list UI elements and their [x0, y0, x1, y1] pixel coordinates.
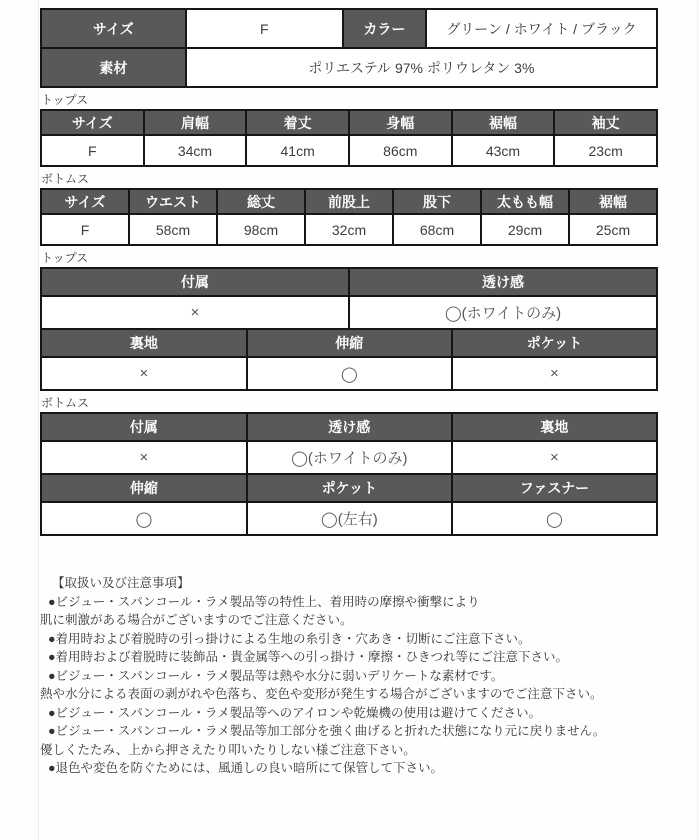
bottoms-features-table-upper [40, 412, 658, 475]
summary-row-size-color [41, 9, 657, 48]
feature-header: 伸縮 [247, 329, 452, 357]
column-header: 裾幅 [569, 189, 657, 214]
feature-value: ◯ [41, 502, 247, 535]
care-note-line: 肌に刺激がある場合がございますのでご注意ください。 [40, 613, 353, 627]
feature-value: ◯(ホワイトのみ) [247, 441, 452, 474]
measurement-value: 34cm [144, 135, 247, 166]
measurement-value: 25cm [569, 214, 657, 245]
tops-features-value-row-1 [41, 296, 657, 329]
tops-features-table-upper [40, 267, 658, 330]
measurement-value: 98cm [217, 214, 305, 245]
column-header: 総丈 [217, 189, 305, 214]
care-notes [40, 574, 658, 778]
feature-header: ファスナー [452, 474, 657, 502]
care-note-line: ●退色や変色を防ぐためには、風通しの良い暗所にて保管して下さい。 [48, 761, 444, 775]
summary-row-material [41, 48, 657, 87]
column-header: 前股上 [305, 189, 393, 214]
column-header: 着丈 [246, 110, 349, 135]
feature-header: 裏地 [452, 413, 657, 441]
feature-header: 付属 [41, 268, 349, 296]
care-note-line: ●ビジュー・スパンコール・ラメ製品等の特性上、着用時の摩擦や衝撃により [48, 594, 480, 609]
right-column-divider [697, 0, 698, 840]
feature-value: ◯(ホワイトのみ) [349, 296, 657, 329]
feature-value: × [41, 441, 247, 474]
material-value: ポリエステル 97% ポリウレタン 3% [186, 48, 657, 87]
bottoms-features-table-lower [40, 473, 658, 536]
tops-measurements-value-row [41, 135, 657, 166]
feature-header: 裏地 [41, 329, 247, 357]
feature-header: ポケット [452, 329, 657, 357]
bottoms-features-header-row-2 [41, 474, 657, 502]
color-label: カラー [343, 9, 426, 48]
feature-header: 透け感 [349, 268, 657, 296]
column-header: 袖丈 [554, 110, 657, 135]
bottoms-measurements-header-row [41, 189, 657, 214]
measurement-value: 58cm [129, 214, 217, 245]
bottoms-features-value-row-1 [41, 441, 657, 474]
feature-header: 伸縮 [41, 474, 247, 502]
column-header: 身幅 [349, 110, 452, 135]
feature-header: 付属 [41, 413, 247, 441]
tops-measurements-table [40, 109, 658, 167]
column-header: サイズ [41, 110, 144, 135]
summary-table [40, 8, 658, 88]
care-note-line: ●ビジュー・スパンコール・ラメ製品等加工部分を強く曲げると折れた状態になり元に戻りません。 [48, 724, 606, 738]
tops-features-table-lower [40, 328, 658, 391]
measurement-value: 68cm [393, 214, 481, 245]
feature-value: × [452, 441, 657, 474]
bottoms-features-header-row-1 [41, 413, 657, 441]
section-label-bottoms-features: ボトムス [41, 396, 90, 410]
care-note-line: ●着用時および着脱時の引っ掛けによる生地の糸引き・穴あき・切断にご注意下さい。 [48, 631, 531, 646]
bottoms-measurements-table [40, 188, 658, 246]
measurement-value: 23cm [554, 135, 657, 166]
column-header: 裾幅 [452, 110, 555, 135]
tops-features-value-row-2 [41, 357, 657, 390]
size-label: サイズ [41, 9, 186, 48]
section-label-bottoms-measurements: ボトムス [41, 172, 90, 186]
tops-features-header-row-2 [41, 329, 657, 357]
care-note-line: ●着用時および着脱時に装飾品・貴金属等への引っ掛け・摩擦・ひきつれ等にご注意下さい。 [48, 650, 569, 664]
care-note-line: ●ビジュー・スパンコール・ラメ製品等は熱や水分に弱いデリケートな素材です。 [48, 668, 504, 683]
column-header: ウエスト [129, 189, 217, 214]
tops-features-header-row-1 [41, 268, 657, 296]
tops-measurements-header-row [41, 110, 657, 135]
bottoms-features-value-row-2 [41, 502, 657, 535]
care-notes-title: 【取扱い及び注意事項】 [52, 576, 190, 590]
measurement-value: F [41, 135, 144, 166]
care-note-line: 熱や水分による表面の剥がれや色落ち、変色や変形が発生する場合がございますのでご注意下さい。 [40, 687, 603, 701]
feature-value: ◯(左右) [247, 502, 452, 535]
feature-value: × [41, 357, 247, 390]
measurement-value: F [41, 214, 129, 245]
column-header: 肩幅 [144, 110, 247, 135]
bottoms-measurements-value-row [41, 214, 657, 245]
size-value: F [186, 9, 343, 48]
color-value: グリーン / ホワイト / ブラック [426, 9, 657, 48]
feature-value: × [41, 296, 349, 329]
spec-content [40, 8, 658, 778]
measurement-value: 43cm [452, 135, 555, 166]
column-header: 太もも幅 [481, 189, 569, 214]
measurement-value: 41cm [246, 135, 349, 166]
feature-value: ◯ [247, 357, 452, 390]
care-note-line: 優しくたたみ、上から押さえたり叩いたりしない様ご注意下さい。 [40, 742, 416, 757]
column-header: サイズ [41, 189, 129, 214]
measurement-value: 86cm [349, 135, 452, 166]
measurement-value: 29cm [481, 214, 569, 245]
column-header: 股下 [393, 189, 481, 214]
feature-header: ポケット [247, 474, 452, 502]
section-label-tops-measurements: トップス [41, 93, 89, 107]
feature-value: × [452, 357, 657, 390]
care-note-line: ●ビジュー・スパンコール・ラメ製品等へのアイロンや乾燥機の使用は避けてください。 [48, 705, 542, 720]
section-label-tops-features: トップス [41, 251, 89, 265]
feature-header: 透け感 [247, 413, 452, 441]
left-column-divider [38, 0, 39, 840]
feature-value: ◯ [452, 502, 657, 535]
measurement-value: 32cm [305, 214, 393, 245]
material-label: 素材 [41, 48, 186, 87]
